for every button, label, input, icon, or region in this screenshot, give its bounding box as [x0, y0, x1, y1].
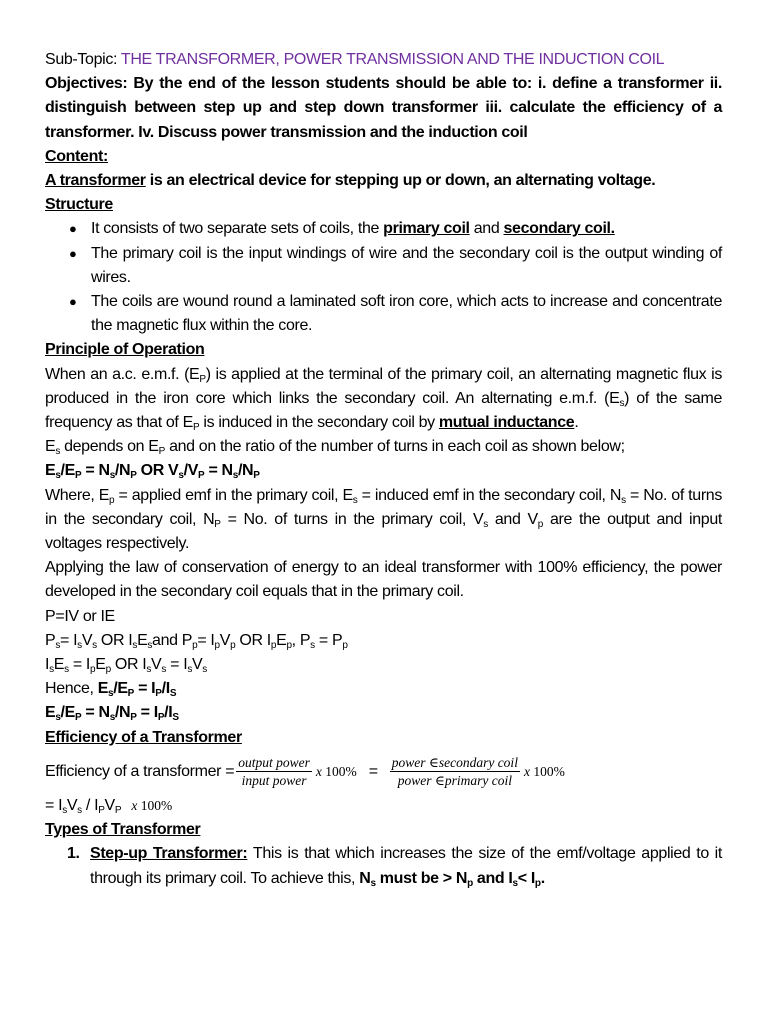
hence-equation: Hence, $E_s/E_P = I_P/I_S$: [45, 680, 177, 700]
current-emf-equation: $I_sE_s = I_pE_p$ OR $I_sV_s = I_sV_s$: [45, 656, 207, 676]
fraction-numerator: power ∈secondary coil: [391, 755, 518, 771]
principle-heading: Principle of Operation: [45, 341, 205, 359]
objectives-paragraph: Objectives: By the end of the lesson students should be able to: i. define a transformer ii. distinguish between step up and step down transformer iii. calculate the efficiency of a transformer. Iv. Discuss power transmission and the induction coil: [45, 75, 722, 141]
secondary-coil-term: secondary coil.: [503, 220, 615, 238]
structure-list: [45, 217, 722, 338]
power-coil-fraction: [390, 755, 520, 788]
times-hundred: x 100%: [523, 763, 565, 779]
efficiency-heading: Efficiency of a Transformer: [45, 728, 242, 746]
content-heading: Content:: [45, 147, 108, 165]
primary-coil-term: primary coil: [383, 220, 470, 238]
bullet-text: It consists of two separate sets of coils, the: [91, 220, 384, 238]
step-up-term: Step-up Transformer:: [90, 845, 248, 863]
transformer-definition: [45, 169, 722, 193]
definition-term: A transformer: [45, 172, 146, 190]
power-equality-equation: $P_s= I_sV_s$ OR $I_sE_sand$ $P_p= I_pV_p$ OR $I_pE_p$, $P_s = P_p$: [45, 631, 348, 651]
subtopic-title: THE TRANSFORMER, POWER TRANSMISSION AND THE INDUCTION COIL: [120, 51, 665, 68]
turns-ratio-equation: $E_s/E_P = N_s/N_P$ OR $V_s/V_P = N_s/N_P$: [45, 462, 260, 482]
lesson-content: [45, 48, 722, 891]
step-up-item: 1. Step-up Transformer: This is that which increases the size of the emf/voltage applied to it through its primary coil. To achieve this, $N_s$ must be > $N_p$ and $I_s< I_p$.: [45, 842, 722, 890]
power-equation: P=IV or IE: [45, 607, 115, 625]
where-paragraph: Where, $E_p$ = applied emf in the primary coil, $E_s$ = induced emf in the secondary coil, $N_s = No$. of turns in the secondary coil, $N_P = No$. of turns in the primary coil, $V_s$ and $V_p$ are the output and input voltages respectively.: [45, 486, 722, 553]
combined-ratio-equation: $E_s/E_P = N_s/N_P = I_P/I_S$: [45, 704, 179, 724]
bullet-icon: ●: [69, 221, 77, 237]
bullet-icon: ●: [69, 294, 77, 310]
efficiency-iv-formula: = $I_sV_s / I_PV_P$ x 100%: [45, 796, 173, 816]
fraction-denominator: power ∈primary coil: [397, 773, 512, 789]
mutual-inductance-term: mutual inductance: [438, 414, 575, 432]
ratio-intro: $E_s$ depends on $E_P$ and on the ratio of the number of turns in each coil as shown below;: [45, 438, 625, 458]
structure-bullet-2: [45, 242, 722, 290]
times-hundred: x 100%: [315, 763, 357, 779]
definition-text: is an electrical device for stepping up or down, an alternating voltage.: [145, 172, 656, 190]
types-heading: Types of Transformer: [45, 821, 201, 839]
bullet-icon: ●: [69, 245, 77, 261]
fraction-denominator: input power: [241, 773, 307, 789]
subtopic-label: Sub-Topic:: [45, 51, 118, 68]
bullet-text: and: [469, 220, 504, 238]
fraction-numerator: output power: [238, 755, 310, 771]
efficiency-formula: [45, 750, 722, 794]
bullet-text: The coils are wound round a laminated soft iron core, which acts to increase and concentrate the magnetic flux within the core.: [91, 293, 722, 335]
bullet-text: The primary coil is the input windings of wire and the secondary coil is the output winding of wires.: [91, 244, 722, 286]
conservation-paragraph: Applying the law of conservation of energy to an ideal transformer with 100% efficiency, the power developed in the secondary coil equals that in the primary coil.: [45, 559, 722, 601]
structure-bullet-1: [45, 217, 722, 241]
types-list: [45, 842, 722, 890]
list-number: 1.: [67, 845, 80, 863]
structure-heading: Structure: [45, 196, 113, 214]
structure-bullet-3: [45, 290, 722, 338]
subtopic-line: [45, 48, 722, 72]
principle-paragraph: When an a.c. e.m.f. $(E_P)$ is applied at the terminal of the primary coil, an alternating magnetic flux is produced in the iron core which links the secondary coil. An alternating e.m.f. $(E_s)$ of the same frequency as that of $E_P$ is induced in the secondary coil by mutual inductance.: [45, 365, 723, 434]
efficiency-lead: Efficiency of a transformer =: [45, 762, 235, 780]
equals-sign: =: [368, 762, 378, 780]
output-input-fraction: [236, 755, 312, 788]
